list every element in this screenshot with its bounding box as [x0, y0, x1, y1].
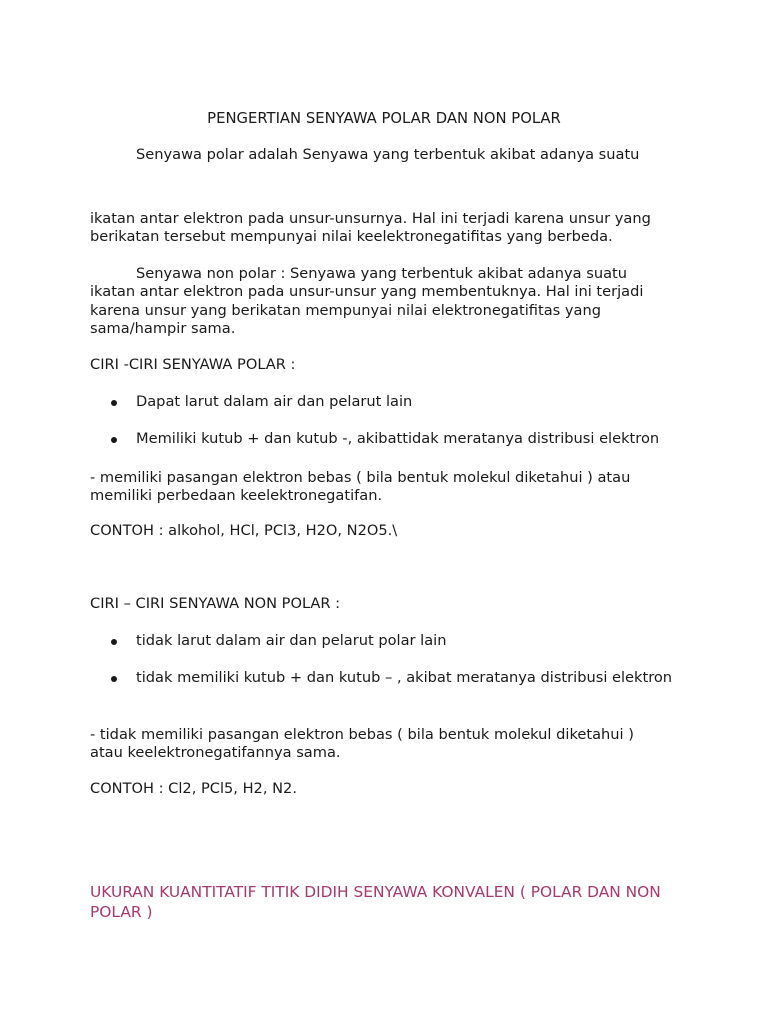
bullet-icon	[111, 676, 117, 682]
bullet-icon	[111, 639, 117, 645]
document-title	[0, 110, 768, 128]
polar-examples: CONTOH : alkohol, HCl, PCl3, H2O, N2O5.\	[90, 522, 398, 539]
bullet-icon	[111, 437, 117, 443]
list-item-text: tidak larut dalam air dan pelarut polar lain	[136, 632, 447, 649]
paragraph-polar-definition-line1: Senyawa polar adalah Senyawa yang terbentuk akibat adanya suatu	[136, 146, 640, 163]
list-item-text: Memiliki kutub + dan kutub -, akibattidak meratanya distribusi elektron	[136, 430, 660, 448]
list-item	[90, 632, 690, 650]
list-item-text: Dapat larut dalam air dan pelarut lain	[136, 393, 413, 410]
nonpolar-extra-note: - tidak memiliki pasangan elektron bebas ( bila bentuk molekul diketahui ) atau keelektronegatifannya sama.	[90, 726, 634, 762]
nonpolar-examples: CONTOH : Cl2, PCl5, H2, N2.	[90, 780, 297, 797]
paragraph-polar-definition-cont: ikatan antar elektron pada unsur-unsurnya. Hal ini terjadi karena unsur yang berikatan tersebut mempunyai nilai keelektronegatifitas yang berbeda.	[90, 210, 651, 246]
polar-extra-note: - memiliki pasangan elektron bebas ( bila bentuk molekul diketahui ) atau memiliki perbedaan keelektronegatifan.	[90, 469, 631, 505]
document-title-text: PENGERTIAN SENYAWA POLAR DAN NON POLAR	[207, 110, 561, 127]
bullet-icon	[111, 400, 117, 406]
paragraph-nonpolar-definition: Senyawa non polar : Senyawa yang terbentuk akibat adanya suatu ikatan antar elektron pada unsur-unsur yang membentuknya. Hal ini terjadi karena unsur yang berikatan mempunyai nilai elektronegatifitas yang sama/hampir sama.	[90, 265, 644, 338]
polar-characteristics-heading: CIRI -CIRI SENYAWA POLAR :	[90, 356, 296, 373]
list-item-text: tidak memiliki kutub + dan kutub – , akibat meratanya distribusi elektron	[136, 669, 673, 687]
list-item	[90, 393, 690, 411]
section-heading-boiling-point: UKURAN KUANTITATIF TITIK DIDIH SENYAWA KONVALEN ( POLAR DAN NON POLAR )	[90, 883, 661, 921]
list-item	[90, 669, 681, 687]
list-item	[90, 430, 690, 448]
polar-characteristics-list	[90, 393, 690, 449]
nonpolar-characteristics-heading: CIRI – CIRI SENYAWA NON POLAR :	[90, 595, 341, 612]
nonpolar-characteristics-list	[90, 632, 690, 688]
